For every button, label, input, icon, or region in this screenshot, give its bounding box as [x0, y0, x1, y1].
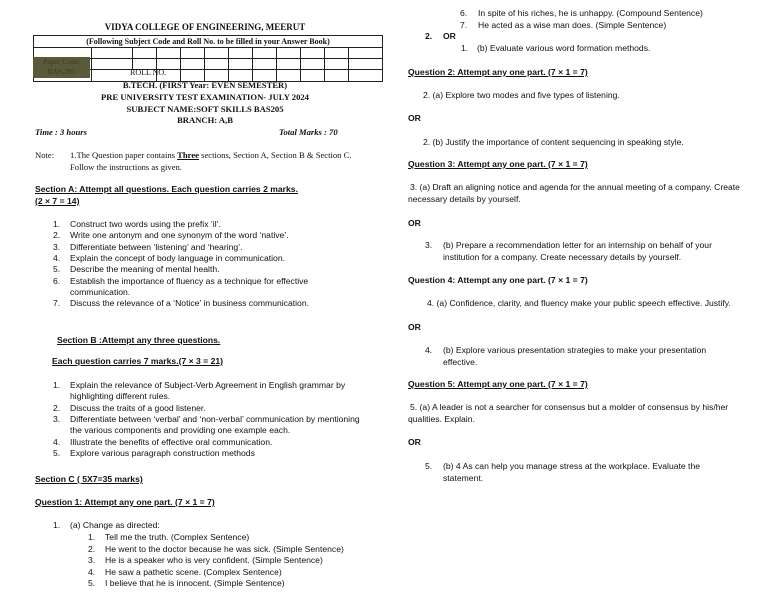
section-a-item-text: Differentiate between ‘listening’ and ‘hearing’.	[70, 241, 243, 252]
section-a-item-number: 3.	[53, 241, 61, 252]
total-marks: Total Marks : 70	[279, 127, 338, 137]
section-a-item-text: Establish the importance of fluency as a technique for effective	[70, 275, 309, 286]
q3a-line-2: necessary details by yourself.	[408, 194, 521, 204]
question-3-heading: Question 3: Attempt any one part. (7 × 1 = 7)	[408, 159, 588, 169]
section-b-item-number: 1.	[53, 380, 61, 390]
section-b-item-text-cont: the various components and providing one example each.	[70, 425, 291, 436]
or-label: OR	[408, 218, 421, 228]
q3a-line-1: 3. (a) Draft an aligning notice and agenda for the annual meeting of a company. Create	[410, 182, 740, 192]
section-b-item-text: Discuss the traits of a good listener.	[70, 402, 206, 413]
program-line: B.TECH. (FIRST Year: EVEN SEMESTER)	[122, 80, 288, 90]
q1a-subitem-number: 6.	[460, 8, 468, 18]
q1a-subitem-number: 7.	[460, 19, 468, 30]
q4a-text: 4. (a) Confidence, clarity, and fluency make your public speech effective. Justify.	[427, 298, 731, 308]
q1a-subitem-number: 1.	[88, 532, 96, 542]
time-allowed: Time : 3 hours	[35, 127, 87, 137]
section-a-item-number: 4.	[53, 252, 61, 263]
question-2-heading: Question 2: Attempt any one part. (7 × 1 = 7)	[408, 67, 588, 77]
section-a-item-text-cont: communication.	[70, 286, 131, 297]
section-a-marks: (2 × 7 = 14)	[35, 196, 80, 206]
exam-line: PRE UNIVERSITY TEST EXAMINATION- JULY 2024	[101, 92, 309, 102]
q1b-text: (b) Evaluate various word formation methods.	[477, 43, 651, 53]
section-b-item-text-cont: highlighting different rules.	[70, 391, 171, 402]
or-label: OR	[408, 113, 421, 123]
q1a-subitem-number: 4.	[88, 566, 96, 577]
college-name: VIDYA COLLEGE OF ENGINEERING, MEERUT	[104, 22, 306, 32]
section-a-item-number: 1.	[53, 219, 61, 229]
section-a-item-text: Describe the meaning of mental health.	[70, 264, 220, 275]
q1a-subitem-text: He is a speaker who is very confident. (Simple Sentence)	[105, 555, 323, 566]
q1a-subitem-number: 5.	[88, 578, 96, 589]
q1a-subitem-number: 2.	[88, 543, 96, 554]
paper-code-label: Paper Code:	[43, 57, 80, 66]
section-a-item-text: Discuss the relevance of a ‘Notice’ in business communication.	[70, 298, 309, 309]
q2a-text: 2. (a) Explore two modes and five types of listening.	[423, 90, 620, 100]
q4b-number: 4.	[425, 345, 433, 355]
q1a-subitem-text: In spite of his riches, he is unhappy. (Compound Sentence)	[478, 8, 703, 18]
q3b-number: 3.	[425, 240, 433, 250]
section-b-item-number: 5.	[53, 447, 61, 458]
branch-line: BRANCH: A,B	[177, 115, 233, 125]
q5b-line-1: (b) 4 As can help you manage stress at the workplace. Evaluate the	[443, 461, 701, 471]
q1a-text: (a) Change as directed:	[70, 520, 160, 530]
section-c-heading: Section C ( 5X7=35 marks)	[35, 474, 143, 484]
section-a-heading: Section A: Attempt all questions. Each question carries 2 marks.	[35, 184, 298, 194]
q5b-line-2: statement.	[443, 473, 484, 483]
roll-no-label: ROLL NO.	[130, 68, 167, 77]
paper-code-box	[33, 57, 90, 78]
q1-or-number: 2.	[425, 31, 433, 41]
q1a-subitem-number: 3.	[88, 555, 96, 566]
q3b-line-1: (b) Prepare a recommendation letter for an internship on behalf of your	[443, 240, 712, 250]
q2b-text: 2. (b) Justify the importance of content sequencing in speaking style.	[423, 137, 684, 147]
q4b-line-2: effective.	[443, 357, 478, 367]
section-b-item-text: Explore various paragraph construction methods	[70, 447, 255, 458]
q5a-line-2: qualities. Explain.	[408, 414, 475, 424]
q1a-subitem-text: Tell me the truth. (Complex Sentence)	[105, 532, 250, 542]
section-a-item-text: Explain the concept of body language in communication.	[70, 252, 285, 263]
q1a-subitem-text: I believe that he is innocent. (Simple Sentence)	[105, 578, 285, 589]
section-b-item-text: Explain the relevance of Subject-Verb Agreement in English grammar by	[70, 380, 346, 390]
question-4-heading: Question 4: Attempt any one part. (7 × 1 = 7)	[408, 275, 588, 285]
q5b-number: 5.	[425, 461, 433, 471]
q1a-subitem-text: He saw a pathetic scene. (Complex Sentence)	[105, 566, 282, 577]
section-b-subheading: Each question carries 7 marks.(7 × 3 = 21)	[52, 356, 224, 366]
q1a-subitem-text: He went to the doctor because he was sick. (Simple Sentence)	[105, 543, 344, 554]
q3b-line-2: institution for a company. Create necessary details by yourself.	[443, 252, 682, 262]
section-b-heading: Section B :Attempt any three questions.	[57, 335, 221, 345]
section-b-item-number: 3.	[53, 413, 61, 424]
section-b-item-text: Differentiate between ‘verbal’ and ‘non-verbal’ communication by mentioning	[70, 413, 360, 424]
section-b-item-number: 2.	[53, 402, 61, 413]
section-a-item-text: Write one antonym and one synonym of the word ‘native’.	[70, 230, 289, 241]
question-5-heading: Question 5: Attempt any one part. (7 × 1 = 7)	[408, 379, 588, 389]
q5a-line-1: 5. (a) A leader is not a searcher for consensus but a molder of consensus by his/her	[410, 402, 729, 412]
subject-line: SUBJECT NAME:SOFT SKILLS BAS205	[126, 104, 284, 114]
note-line-2: Follow the instructions as given.	[70, 162, 182, 172]
q1b-number: 1.	[461, 43, 469, 53]
q1a-number: 1.	[53, 520, 61, 530]
section-b-item-text: Illustrate the benefits of effective oral communication.	[70, 436, 273, 447]
note-line-1: 1.The Question paper contains Three sections, Section A, Section B & Section C.	[70, 150, 352, 160]
section-b-item-number: 4.	[53, 436, 61, 447]
section-a-item-text: Construct two words using the prefix ‘il’.	[70, 219, 221, 229]
section-a-item-number: 6.	[53, 275, 61, 286]
section-a-item-number: 7.	[53, 298, 61, 309]
or-label: OR	[408, 322, 421, 332]
question-1-heading: Question 1: Attempt any one part. (7 × 1 = 7)	[35, 497, 215, 507]
instruction-box: (Following Subject Code and Roll No. to be filled in your Answer Book)	[34, 36, 383, 48]
section-a-item-number: 5.	[53, 264, 61, 275]
q1-or: OR	[443, 31, 456, 41]
q1a-subitem-text: He acted as a wise man does. (Simple Sentence)	[478, 19, 667, 30]
or-label: OR	[408, 437, 421, 447]
note-label: Note:	[35, 150, 55, 160]
paper-code: BAS-205	[47, 67, 76, 76]
section-a-item-number: 2.	[53, 230, 61, 241]
q4b-line-1: (b) Explore various presentation strategies to make your presentation	[443, 345, 707, 355]
